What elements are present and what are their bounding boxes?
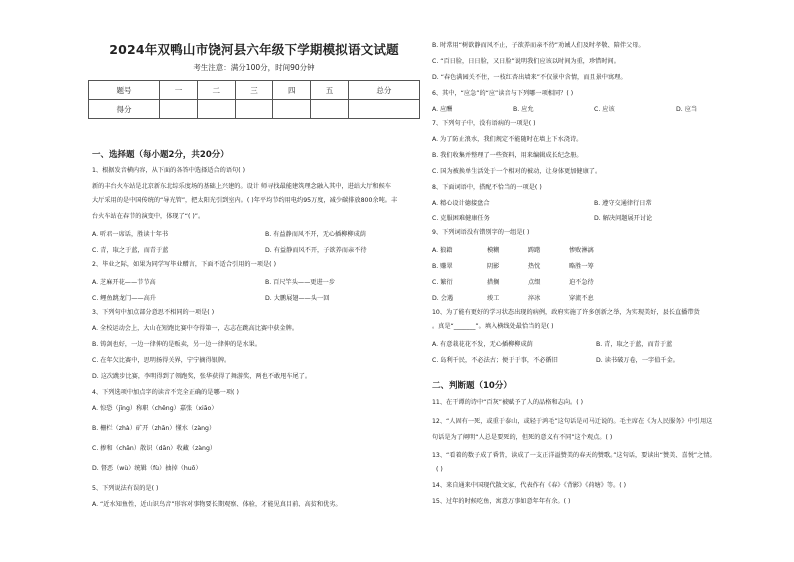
option: D. 应当 [676, 106, 698, 113]
question-line: A. 惊恐（jīng）称职（chēng）嘉张（xiāo） [92, 405, 218, 412]
question-line: D. 这次跳步比赛，李明得到了领跑奖，张华获得了舞游奖，两也不敢甩车尾了。 [92, 373, 312, 380]
score-cell[interactable] [235, 100, 273, 119]
question-line: C. 掺和（chān）散识（dān）收藏（zàng） [92, 445, 217, 452]
score-header-cell: 一 [160, 81, 198, 100]
score-header-cell: 二 [197, 81, 235, 100]
question-line: 15、过年的时候吃鱼，寓意万事如意年年有余。( ) [432, 498, 571, 505]
option: B. 百尺竿头——更进一步 [265, 279, 336, 286]
question-line: 句话是为了阐明“人总是要死的，但死的意义有不同”这个观点。( ) [432, 434, 613, 441]
question-line: 11、在干谭的诗中“百灰”被赋予了人的品格和志向。( ) [432, 399, 584, 406]
option: D. 解决问题展开讨论 [594, 215, 653, 222]
option: A. 有意栽花花不发，无心插柳柳成荫 [432, 341, 533, 348]
question-line: D. 督恶（wù）统辑（fù）抽掉（huō） [92, 465, 202, 472]
q9-cell: 迫不急待 [569, 279, 594, 286]
question-line: C. “百日脸，日日脸，又日脸”说明我们应该以时间为重，珍惜时间。 [432, 58, 620, 65]
question-line: ( ) [436, 466, 443, 473]
question-line: B. 时常用“树欲静而风不止，子欲养而亲不待”劝诫人们及时孝敬、陪伴父母。 [432, 42, 645, 49]
option: B. 有益静而风不开，无心插柳柳成荫 [265, 231, 366, 238]
score-header-cell: 题号 [89, 81, 160, 100]
question-line: A. 为了防止浪水，我们规定不能随时在墙上下水浇诗。 [432, 136, 583, 143]
option: B. 遵守交通律行日常 [594, 200, 652, 207]
score-header-cell: 总分 [348, 81, 419, 100]
q9-cell: 阴影 [487, 263, 500, 270]
question-line: 2、毕业之际，如果为同学写毕业赠言，下面不适合引用的一项是( ) [92, 261, 276, 268]
question-line: 9、下列词语没有错别字的一组是( ) [432, 229, 530, 236]
question-line: 1、根据发音横内容，从下面的各答中选择适合的语句( ) [92, 167, 246, 174]
score-cell[interactable] [348, 100, 419, 119]
option: B. 青，取之于蓝，而青于蓝 [596, 341, 673, 348]
option: A. 应酬 [432, 106, 453, 113]
question-line: C. 在年欠比赛中，思明扬得关界，宁宁摘得银牌。 [92, 357, 231, 364]
section-heading-judge: 二、判断题（10分） [432, 381, 512, 391]
score-row-label: 得分 [89, 100, 160, 119]
question-line: 10、为了能有更好的学习状态出现的病例，政府实施了许多创新之举，为实现美好，县长直播带货 [432, 309, 700, 316]
option: A. 精心设计德接盘合 [432, 200, 490, 207]
exam-notice: 考生注意：满分100分，时间90分钟 [193, 63, 315, 72]
q9-cell: 点缀 [528, 279, 541, 286]
question-line: 新的丰台火车站是北京新东北综乐度场的基础上兴建的。设计 师寻找最能建筑理念融入其中，进站大厅和候车 [92, 183, 391, 190]
option: A. 听君一席话，胜读十年书 [92, 231, 169, 238]
question-line: 4、下列选项中加点字的读音不完全正确的是哪一项( ) [92, 389, 239, 396]
option: C. 青，取之于蓝，而青于蓝 [92, 247, 169, 254]
option: B. 应允 [513, 106, 534, 113]
question-line: D. “春色满园关不住，一枝红杏出墙来”不仅景中含情，而且景中寓理。 [432, 74, 627, 81]
q9-cell: A. 狼籍 [432, 247, 453, 254]
score-table-score-row [89, 100, 420, 119]
section-heading-choice: 一、选择题（每小题2分，共20分） [92, 150, 229, 160]
score-header-cell: 五 [311, 81, 349, 100]
option: C. 鲤鱼跳龙门——高升 [92, 295, 156, 302]
question-line: B. 我们收集并整理了一些资料，用来编辑成长纪念册。 [432, 152, 583, 159]
question-line: C. 国为被换单生活处于一个相对的被动，让身体更加健康了。 [432, 168, 602, 175]
score-header-cell: 四 [273, 81, 311, 100]
question-line: B. 铸剑也好，一边一律伸的是贩卖，另一边一律伸的是水果。 [92, 341, 262, 348]
option: A. 芝麻开花——节节高 [92, 279, 156, 286]
question-line: 。真是“_______”。填入横线处最恰当的是( ) [432, 323, 554, 330]
question-line: 大厅采用的是中国传统的“导光管”，把太阳光引到室内。( )年平均节约用电约95万度，减少碳排放800余吨。丰 [92, 197, 398, 204]
q9-cell: 略胜一筹 [569, 263, 594, 270]
score-header-cell: 三 [235, 81, 273, 100]
option: D. 有益静而风不开，子欲养而亲不待 [265, 247, 367, 254]
question-line: 13、“看着的数子成了昏昔，读成了一支正洋溢赞美的春天的赞歌。”这句话，要读出“赞美、喜悦”之情。 [432, 452, 716, 459]
option: C. 岛利千民，不必法古；便于于事，不必循旧 [432, 357, 558, 364]
option: D. 读书破万卷，一字值千金。 [596, 357, 679, 364]
score-cell[interactable] [311, 100, 349, 119]
question-line: 台火车站在春节的演变中，体现了“( )”。 [92, 213, 205, 220]
q9-cell: 竣工 [487, 295, 500, 302]
q9-cell: 惨败淋漓 [569, 247, 594, 254]
question-line: 3、下列句中加点部分意思不相同的一项是( ) [92, 309, 215, 316]
score-table-header-row [89, 81, 420, 100]
q9-cell: B. 赚翠 [432, 263, 453, 270]
score-cell[interactable] [160, 100, 198, 119]
q9-cell: 踌躇 [528, 247, 541, 254]
option: D. 大鹏展翅——头一回 [265, 295, 330, 302]
q9-cell: 穿流不息 [569, 295, 594, 302]
q9-cell: C. 繁衍 [432, 279, 453, 286]
exam-title: 2024年双鸭山市饶河县六年级下学期模拟语文试题 [109, 42, 399, 57]
question-line: A. “近水知鱼性，近山识鸟音”形容对事物要长期观察、体验，才能见真目前、高贫和优劣。 [92, 501, 342, 508]
option: C. 应该 [594, 106, 615, 113]
q9-cell: 淬冰 [528, 295, 541, 302]
score-cell[interactable] [273, 100, 311, 119]
question-line: 5、下列说法有误的是( ) [92, 485, 159, 492]
q9-cell: D. 会遇 [432, 295, 454, 302]
q9-cell: 措搁 [487, 279, 500, 286]
score-cell[interactable] [197, 100, 235, 119]
q9-cell: 热忱 [528, 263, 541, 270]
question-line: A. 全校运动会上，大山在短跑比赛中夺得第一，志志在跳高比赛中获金牌。 [92, 325, 299, 332]
question-line: B. 栅栏（zhà）矿开（zhān）懂水（zàng） [92, 425, 216, 432]
question-line: 12、“人固有一死，或重于泰山，或轻于鸿毛”这句话是司马迁说的。毛主席在《为人民服务》中引用这 [432, 418, 713, 425]
question-line: 14、来自通来中国现代散文家，代表作有《春》《背影》《荷塘》等。( ) [432, 482, 627, 489]
question-line: 8、下面词语中，搭配不恰当的一项是( ) [432, 184, 542, 191]
question-line: 7、下列句子中，没有语病的一项是( ) [432, 120, 536, 127]
q9-cell: 模糊 [487, 247, 500, 254]
question-line: 6、其中，“应急”的“应”读音与下列哪一项相同？( ) [432, 90, 574, 97]
option: C. 克服困难健康任务 [432, 215, 490, 222]
score-table [88, 80, 420, 119]
